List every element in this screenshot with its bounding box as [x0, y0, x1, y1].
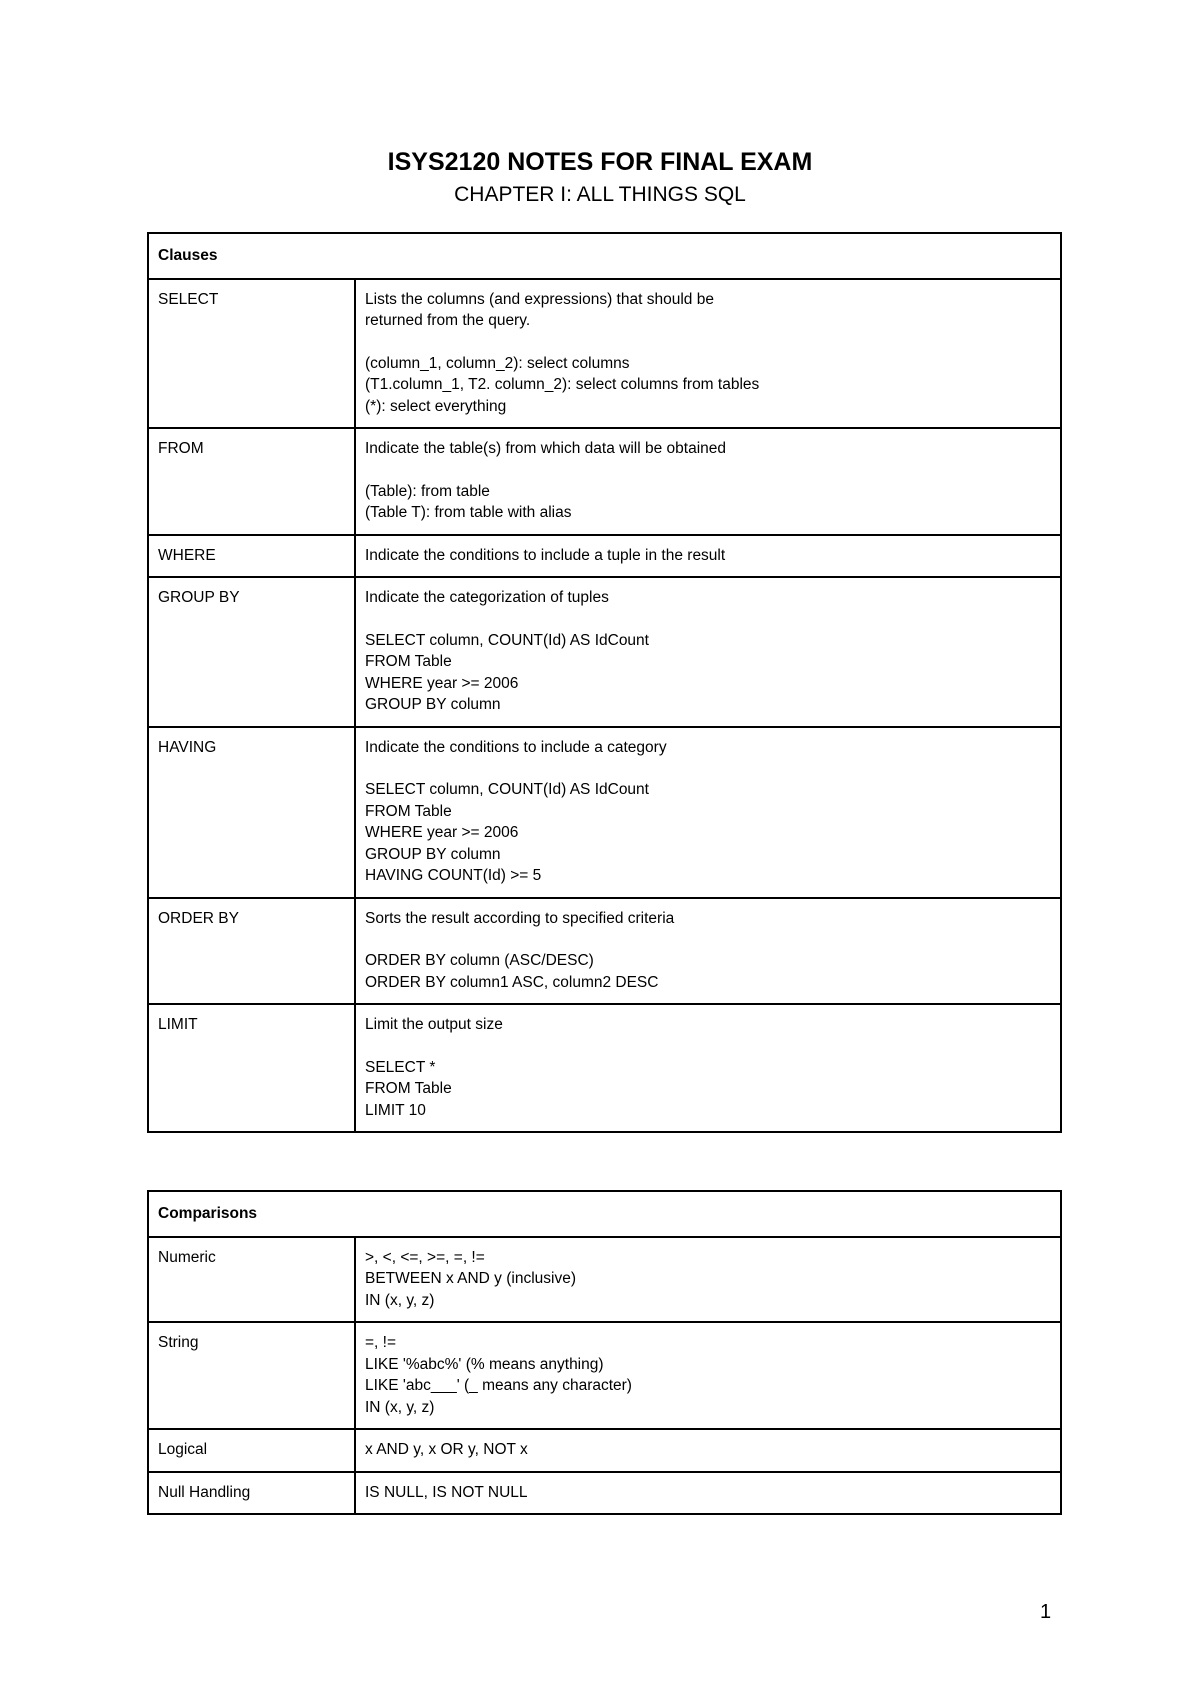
description-line: FROM Table — [365, 802, 452, 820]
description-line: ORDER BY column1 ASC, column2 DESC — [365, 973, 659, 991]
description-line: FROM Table — [365, 653, 452, 670]
table-row — [148, 1004, 1061, 1132]
description-line: (column_1, column_2): select columns — [365, 354, 630, 372]
description-cell — [355, 577, 1061, 727]
term-cell: String — [148, 1322, 355, 1429]
description-line: Limit the output size — [365, 1016, 503, 1033]
term-cell: FROM — [148, 428, 355, 535]
description-cell — [355, 1429, 1061, 1472]
table-row — [148, 535, 1061, 578]
blank-line — [365, 460, 1052, 481]
description-line: IN (x, y, z) — [365, 1398, 435, 1416]
description-line: IN (x, y, z) — [365, 1291, 435, 1309]
clauses-header: Clauses — [148, 233, 1061, 279]
term-cell: LIMIT — [148, 1004, 355, 1132]
description-line: BETWEEN x AND y (inclusive) — [365, 1270, 577, 1287]
description-line: IS NULL, IS NOT NULL — [365, 1483, 528, 1501]
comparisons-header: Comparisons — [148, 1191, 1061, 1237]
description-line: (*): select everything — [365, 397, 507, 415]
term-cell: GROUP BY — [148, 577, 355, 727]
description-cell — [355, 727, 1061, 898]
description-line: LIMIT 10 — [365, 1101, 426, 1119]
table-row — [148, 1237, 1061, 1323]
description-line: (Table): from table — [365, 482, 490, 500]
term-cell: WHERE — [148, 535, 355, 578]
term-cell: Null Handling — [148, 1472, 355, 1515]
table-row — [148, 1472, 1061, 1515]
comparisons-header-row — [148, 1191, 1061, 1237]
description-line: WHERE year >= 2006 — [365, 674, 519, 692]
term-cell: ORDER BY — [148, 898, 355, 1005]
table-row — [148, 727, 1061, 898]
description-line: ORDER BY column (ASC/DESC) — [365, 952, 594, 969]
description-line: Indicate the table(s) from which data will be obtained — [365, 440, 727, 457]
description-line: x AND y, x OR y, NOT x — [365, 1441, 528, 1458]
clauses-header-row — [148, 233, 1061, 279]
table-row — [148, 577, 1061, 727]
description-line: SELECT column, COUNT(Id) AS IdCount — [365, 631, 649, 649]
table-row — [148, 1322, 1061, 1429]
document-title: ISYS2120 NOTES FOR FINAL EXAM — [387, 148, 813, 176]
description-line: returned from the query. — [365, 312, 531, 329]
description-line: LIKE '%abc%' (% means anything) — [365, 1355, 604, 1373]
chapter-subtitle: CHAPTER I: ALL THINGS SQL — [454, 183, 746, 206]
table-row — [148, 898, 1061, 1005]
description-line: HAVING COUNT(Id) >= 5 — [365, 867, 542, 884]
description-line: >, <, <=, >=, =, != — [365, 1248, 485, 1266]
page-number: 1 — [1040, 1601, 1052, 1623]
description-cell — [355, 1237, 1061, 1323]
blank-line — [365, 1036, 1052, 1057]
description-line: (T1.column_1, T2. column_2): select columns from tables — [365, 376, 760, 393]
description-line: GROUP BY column — [365, 845, 501, 863]
clauses-table — [147, 232, 1062, 1133]
description-line: =, != — [365, 1334, 397, 1351]
description-cell — [355, 428, 1061, 535]
description-line: Sorts the result according to specified criteria — [365, 909, 675, 927]
description-cell — [355, 279, 1061, 429]
blank-line — [365, 332, 1052, 353]
blank-line — [365, 609, 1052, 630]
description-cell — [355, 535, 1061, 578]
description-line: FROM Table — [365, 1080, 452, 1097]
description-cell — [355, 898, 1061, 1005]
description-line: Indicate the conditions to include a category — [365, 738, 667, 756]
blank-line — [365, 929, 1052, 950]
description-line: LIKE 'abc___' (_ means any character) — [365, 1377, 632, 1394]
term-cell: Numeric — [148, 1237, 355, 1323]
term-cell: SELECT — [148, 279, 355, 429]
description-line: SELECT column, COUNT(Id) AS IdCount — [365, 781, 649, 798]
description-cell — [355, 1322, 1061, 1429]
description-line: SELECT * — [365, 1058, 436, 1076]
description-cell — [355, 1472, 1061, 1515]
description-line: (Table T): from table with alias — [365, 504, 572, 521]
description-line: Indicate the categorization of tuples — [365, 589, 609, 606]
description-line: Lists the columns (and expressions) that should be — [365, 290, 714, 308]
table-row — [148, 428, 1061, 535]
blank-line — [365, 758, 1052, 779]
description-line: WHERE year >= 2006 — [365, 824, 519, 841]
table-row — [148, 279, 1061, 429]
description-cell — [355, 1004, 1061, 1132]
comparisons-table — [147, 1190, 1062, 1515]
description-line: GROUP BY column — [365, 696, 501, 713]
table-row — [148, 1429, 1061, 1472]
term-cell: Logical — [148, 1429, 355, 1472]
description-line: Indicate the conditions to include a tuple in the result — [365, 546, 726, 564]
term-cell: HAVING — [148, 727, 355, 898]
